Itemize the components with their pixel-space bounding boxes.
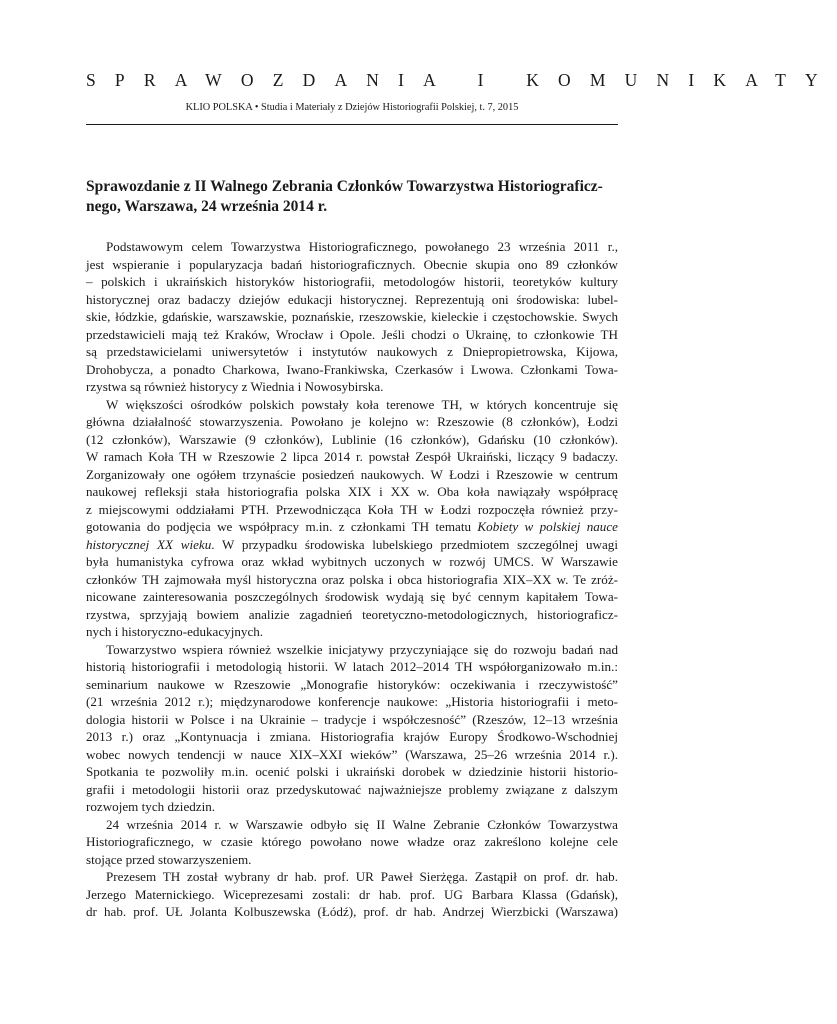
body-line: historią historiografii i metodologią historii. W latach 2012–2014 TH współorganizowało m.in.:	[86, 659, 618, 674]
body-line: są przedstawicielami uniwersytetów i instytutów naukowych z Dniepropietrowska, Kijowa,	[86, 344, 618, 359]
body-line: członków TH zajmowała myśl historyczna oraz polska i obca historiografia XIX–XX w. Te zróż-	[86, 571, 618, 587]
header-rule	[86, 124, 618, 125]
body-line: Prezesem TH został wybrany dr hab. prof. UR Paweł Sierżęga. Zastąpił on prof. dr. hab.	[106, 869, 618, 884]
body-line: stojące przed stowarzyszeniem.	[86, 851, 252, 867]
body-line: W większości ośrodków polskich powstały koła terenowe TH, w których koncentruje się	[106, 396, 618, 412]
body-line: (21 września 2012 r.); międzynarodowe konferencje naukowe: „Historia historiografii i meto-	[86, 694, 618, 709]
body-line	[86, 518, 618, 536]
body-line: rzystwa, sprzyjają bowiem analizie zagadnień teoretyczno-metodologicznych, historiograficz-	[86, 606, 618, 622]
body-line: – polskich i ukraińskich historyków historiografii, metodologów historii, teoretyków kultury	[86, 274, 618, 289]
body-line: Drohobycza, a ponadto Charkowa, Iwano-Frankiwska, Czerkasów i Lwowa. Członkami Towa-	[86, 361, 618, 377]
body-line: skie, łódzkie, gdańskie, warszawskie, poznańskie, rzeszowskie, kieleckie i częstochowskie. Swych	[86, 309, 618, 324]
body-text: gotowania do podjęcia we współpracy m.in. z członkami TH tematu	[86, 519, 472, 534]
body-line: 24 września 2014 r. w Warszawie odbyło się II Walne Zebranie Członków Towarzystwa	[106, 816, 618, 832]
body-line: Spotkania te pozwoliły m.in. ocenić polski i ukraiński dorobek w dziedzinie historii historio-	[86, 764, 618, 779]
book-title-italic: Kobiety w polskiej nauce	[477, 519, 618, 534]
body-line: nicowane zainteresowania poszczególnych środowisk wydają się być cennym kapitałem Towa-	[86, 589, 618, 604]
running-header: KLIO POLSKA • Studia i Materiały z Dziejów Historiografii Polskiej, t. 7, 2015	[185, 102, 519, 113]
article-body	[86, 238, 618, 921]
body-line: była humanistyka cyfrowa oraz wkład wybitnych uczonych w rozwój UMCS. W Warszawie	[86, 554, 618, 569]
body-line: seminarium naukowe w Rzeszowie „Monografie historyków: oczekiwania i rzeczywistość”	[86, 676, 618, 692]
article-title-line: nego, Warszawa, 24 września 2014 r.	[86, 197, 328, 215]
body-line: grafii i metodologii historii oraz przedyskutować najważniejsze problemy związane z dalszym	[86, 781, 618, 797]
body-line: 2013 r.) oraz „Kontynuacja i zmiana. Historiografia krajów Europy Środkowo-Wschodniej	[86, 729, 618, 744]
body-line: Jerzego Maternickiego. Wiceprezesami zostali: dr hab. prof. UG Barbara Klassa (Gdańsk),	[86, 886, 618, 902]
body-line: W ramach Koła TH w Rzeszowie 2 lipca 2014 r. powstał Zespół Ukraiński, liczący 9 badaczy.	[86, 449, 618, 464]
body-line: przedstawicieli mają też Kraków, Wrocław i Opole. Jeśli chodzi o Ukrainę, to członkowie TH	[86, 326, 618, 342]
body-line: rozwojem tych dziedzin.	[86, 799, 216, 814]
body-line: nych i historyczno-edukacyjnych.	[86, 624, 264, 639]
body-line: Historiograficznego, w czasie którego powołano nowe władze oraz zakreślono kolejne cele	[86, 834, 618, 849]
section-heading: SPRAWOZDANIA I KOMUNIKATY	[86, 70, 837, 90]
body-line: dologia historii w Polsce i na Ukrainie – tradycje i współczesność” (Rzeszów, 12–13 września	[86, 711, 618, 727]
body-line: historycznej oraz badaczy dziejów edukacji historycznej. Reprezentują oni środowiska: lubel-	[86, 291, 618, 307]
book-title-italic: historycznej XX wieku	[86, 536, 212, 552]
body-line: Towarzystwo wspiera również wszelkie inicjatywy przyczyniające się do rozwoju badań nad	[106, 641, 618, 657]
body-line: Zorganizowały one ogółem trzynaście posiedzeń naukowych. W Łodzi i Rzeszowie w centrum	[86, 466, 618, 482]
article-title	[86, 177, 618, 216]
body-line: z miejscowymi oddziałami PTH. Przewodnicząca Koła TH w Łodzi rozpoczęła również przy-	[86, 501, 618, 517]
article-title-line: Sprawozdanie z II Walnego Zebrania Członków Towarzystwa Historiograficz-	[86, 178, 603, 195]
body-line: naukowej refleksji stała historiografia polska XIX i XX w. Oba koła nawiązały współpracę	[86, 484, 618, 499]
body-line: wobec nowych tendencji w nauce XIX–XXI wieków” (Warszawa, 25–26 września 2014 r.).	[86, 746, 618, 762]
body-line	[86, 536, 618, 554]
body-line: Podstawowym celem Towarzystwa Historiograficznego, powołanego 23 września 2011 r.,	[106, 239, 618, 254]
body-text: . W przypadku środowiska lubelskiego przedmiotem szczególnej uwagi	[211, 536, 618, 552]
body-line: rzystwa są również historycy z Wiednia i Nowosybirska.	[86, 379, 384, 394]
body-line: główna działalność stowarzyszenia. Powołano je kolejno w: Rzeszowie (8 członków), Łodzi	[86, 414, 618, 429]
body-line: (12 członków), Warszawie (9 członków), Lublinie (16 członków), Gdańsku (10 członków).	[86, 431, 618, 447]
body-line: dr hab. prof. UŁ Jolanta Kolbuszewska (Łódź), prof. dr hab. Andrzej Wierzbicki (Warszawa)	[86, 904, 618, 919]
body-line: jest wspieranie i popularyzacja badań historiograficznych. Obecnie skupia ono 89 członków	[86, 256, 618, 272]
